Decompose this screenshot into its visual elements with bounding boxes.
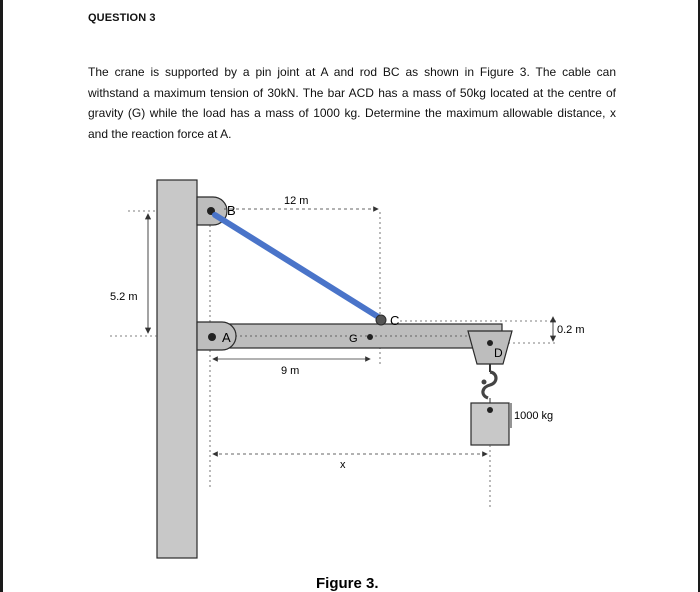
centre-of-gravity-dot xyxy=(367,334,373,340)
label-b: B xyxy=(227,203,236,218)
crane-hook xyxy=(482,364,497,398)
question-title: QUESTION 3 xyxy=(88,12,156,24)
dimension-x-label: x xyxy=(340,459,346,471)
pin-a xyxy=(208,333,216,341)
label-g: G xyxy=(349,333,358,345)
figure-caption: Figure 3. xyxy=(316,575,379,592)
load-centre-dot xyxy=(487,407,493,413)
label-c: C xyxy=(390,313,400,328)
label-d: D xyxy=(494,346,503,360)
label-a: A xyxy=(222,330,231,345)
pulley-housing-d xyxy=(468,331,512,364)
wall xyxy=(157,180,197,558)
pulley-pin-d xyxy=(487,340,493,346)
question-text: The crane is supported by a pin joint at A and rod BC as shown in Figure 3. The cable can withstand a maximum tension of 30kN. The bar ACD has a mass of 50kg located at the centre of gravity (G) while the load has a mass of 1000 kg. Determine the maximum allowable distance, x and the reaction force at A. xyxy=(88,65,616,141)
load-mass-label: 1000 kg xyxy=(514,410,554,422)
dimension-12m-label: 12 m xyxy=(284,195,309,207)
pin-c xyxy=(376,315,386,325)
rod-bc xyxy=(215,215,380,318)
dimension-0-2m-label: 0.2 m xyxy=(557,324,585,336)
dimension-5-2m-label: 5.2 m xyxy=(110,291,138,303)
dimension-9m-label: 9 m xyxy=(281,365,300,377)
